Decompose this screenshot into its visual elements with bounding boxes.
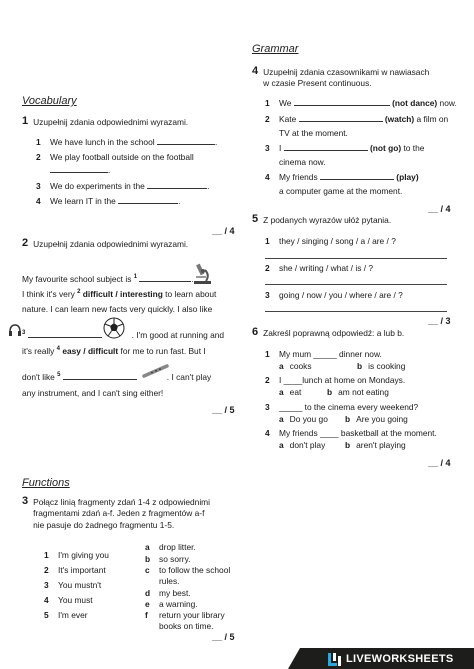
ex4-score: __ / 4	[428, 204, 451, 214]
ex1-item-1: 1 We have lunch in the school .	[36, 137, 218, 147]
ex3-right-d[interactable]: d my best.	[145, 588, 191, 598]
ex3-right-b[interactable]: b so sorry.	[145, 554, 191, 564]
ex4-blank-4[interactable]	[320, 172, 394, 180]
liveworksheets-brand: LIVEWORKSHEETS	[346, 653, 454, 665]
ex4-item-2: 2 Kate (watch) a film on	[265, 114, 449, 124]
ex2-line-6: don't like $^5$ . I can't play	[22, 372, 212, 382]
ex4-blank-1[interactable]	[294, 98, 390, 106]
ex3-left-5[interactable]: 5 I'm ever	[44, 610, 88, 620]
ex5-answer-line-2[interactable]	[265, 284, 447, 285]
grammar-title: Grammar	[252, 43, 299, 55]
ex5-item-2: 2 she / writing / what / is / ?	[265, 263, 374, 273]
liveworksheets-logo[interactable]	[328, 652, 454, 666]
ex2-line-7: any instrument, and I can't sing either!	[22, 388, 164, 398]
ex4-blank-3[interactable]	[284, 143, 368, 151]
ex6-item-3: 3 _____ to the cinema every weekend?	[265, 402, 419, 412]
ex4-instruction: Uzupełnij zdania czasownikami w nawiasach w czasie Present continuous.	[263, 67, 430, 89]
ex1-header: 1 Uzupełnij zdania odpowiednimi wyrazami.	[22, 115, 189, 127]
ex1-blank-3[interactable]	[147, 181, 207, 189]
ex6-options-1	[279, 361, 406, 372]
ex1-item-2: 2 We play football outside on the football	[36, 152, 194, 162]
ex3-left-1[interactable]: 1 I'm giving you	[44, 550, 109, 560]
ex3-score: __ / 5	[212, 632, 235, 642]
functions-title: Functions	[22, 477, 70, 489]
ex6-option-3b[interactable]: b Are you going	[345, 414, 408, 424]
ex2-line-5: it's really $^4$ easy / difficult for me to run fast. But I	[22, 346, 206, 356]
ex1-blank-4[interactable]	[118, 196, 178, 204]
ex1-score: __ / 4	[212, 226, 235, 236]
ex1-item-3: 3 We do experiments in the .	[36, 181, 210, 191]
ex5-item-1: 1 they / singing / song / a / are / ?	[265, 236, 396, 246]
ex1-blank-1[interactable]	[157, 137, 215, 145]
ex4-item-3: 3 I (not go) to the	[265, 143, 425, 153]
vocabulary-title: Vocabulary	[22, 95, 77, 107]
ex6-option-4a[interactable]: a don't play	[279, 440, 326, 450]
ex2-line-3: nature. I can learn new facts very quickly. I also like	[22, 304, 213, 314]
liveworksheets-logo-icon	[328, 653, 342, 666]
ex3-right-f-cont: books on time.	[159, 621, 214, 631]
ex1-item-2-cont: .	[50, 165, 110, 176]
ex6-item-2: 2 I ____lunch at home on Mondays.	[265, 375, 406, 385]
ex6-header: 6 Zakreśl poprawną odpowiedź: a lub b.	[252, 326, 405, 338]
footer-bar	[0, 648, 474, 669]
ex6-options-3	[279, 414, 408, 425]
ex3-left-3[interactable]: 3 You mustn't	[44, 580, 102, 590]
ex3-right-e[interactable]: e a warning.	[145, 599, 198, 609]
ex6-score: __ / 4	[428, 458, 451, 468]
ex3-right-c[interactable]: c to follow the school	[145, 565, 231, 575]
headphones-icon	[8, 323, 22, 337]
microscope-icon	[192, 261, 214, 285]
ex2-line-2: I think it's very $^2$ difficult / interesting to learn about	[22, 289, 217, 299]
ex4-number: 4	[252, 65, 259, 77]
ex2-choice-2[interactable]: difficult / interesting	[82, 289, 163, 299]
ex6-item-1: 1 My mum _____ dinner now.	[265, 349, 382, 359]
ex3-right-a[interactable]: a drop litter.	[145, 542, 196, 552]
ex6-option-3a[interactable]: a Do you go	[279, 414, 328, 424]
ex6-option-1a[interactable]: a cooks	[279, 361, 312, 371]
ex6-option-4b[interactable]: b aren't playing	[345, 440, 406, 450]
ex6-item-4: 4 My friends ____ basketball at the moment.	[265, 428, 437, 438]
ex2-choice-4[interactable]: easy / difficult	[62, 346, 119, 356]
ex4-header	[252, 66, 467, 90]
ex4-item-4-cont: a computer game at the moment.	[279, 186, 403, 196]
ex5-header: 5 Z podanych wyrazów ułóż pytania.	[252, 213, 392, 225]
ex2-score: __ / 5	[212, 405, 235, 415]
ex5-item-3: 3 going / now / you / where / are / ?	[265, 290, 403, 300]
ex4-item-1: 1 We (not dance) now.	[265, 98, 457, 108]
ex2-header: 2 Uzupełnij zdania odpowiednimi wyrazami.	[22, 237, 189, 249]
ex6-option-2a[interactable]: a eat	[279, 387, 302, 397]
ex4-item-4: 4 My friends (play)	[265, 172, 419, 182]
ex4-blank-2[interactable]	[299, 114, 383, 122]
ex4-item-3-cont: cinema now.	[279, 157, 326, 167]
ex3-left-4[interactable]: 4 You must	[44, 595, 93, 605]
ex6-option-1b[interactable]: b is cooking	[357, 361, 406, 371]
ex5-score: __ / 3	[428, 316, 451, 326]
ex3-left-2[interactable]: 2 It's important	[44, 565, 106, 575]
ex3-header: 3 Połącz linią fragmenty zdań 1-4 z odpowiednimi fragmentami zdań a-f. Jeden z fragmentów a-f nie pasuje do żadnego fragmentu 1-5.	[22, 495, 211, 530]
ex5-answer-line-3[interactable]	[265, 311, 447, 312]
ex1-item-4: 4 We learn IT in the .	[36, 196, 181, 206]
ex6-option-2b[interactable]: b am not eating	[327, 387, 389, 397]
ex2-blank-3[interactable]	[28, 330, 102, 338]
ex2-line-4: $^3$ . I'm good at running and	[22, 330, 225, 340]
ex3-right-c-cont: rules.	[159, 576, 180, 586]
ex2-blank-1[interactable]	[139, 274, 191, 282]
ex6-options-2	[279, 387, 389, 398]
ex2-line-1: My favourite school subject is $^1$ .	[22, 274, 194, 284]
ex3-right-f[interactable]: f return your library	[145, 610, 225, 620]
ex1-blank-2[interactable]	[50, 165, 108, 173]
ex6-options-4	[279, 440, 406, 451]
ex4-item-2-cont: TV at the moment.	[279, 128, 348, 138]
ex5-answer-line-1[interactable]	[265, 258, 447, 259]
ex2-blank-5[interactable]	[63, 372, 137, 380]
